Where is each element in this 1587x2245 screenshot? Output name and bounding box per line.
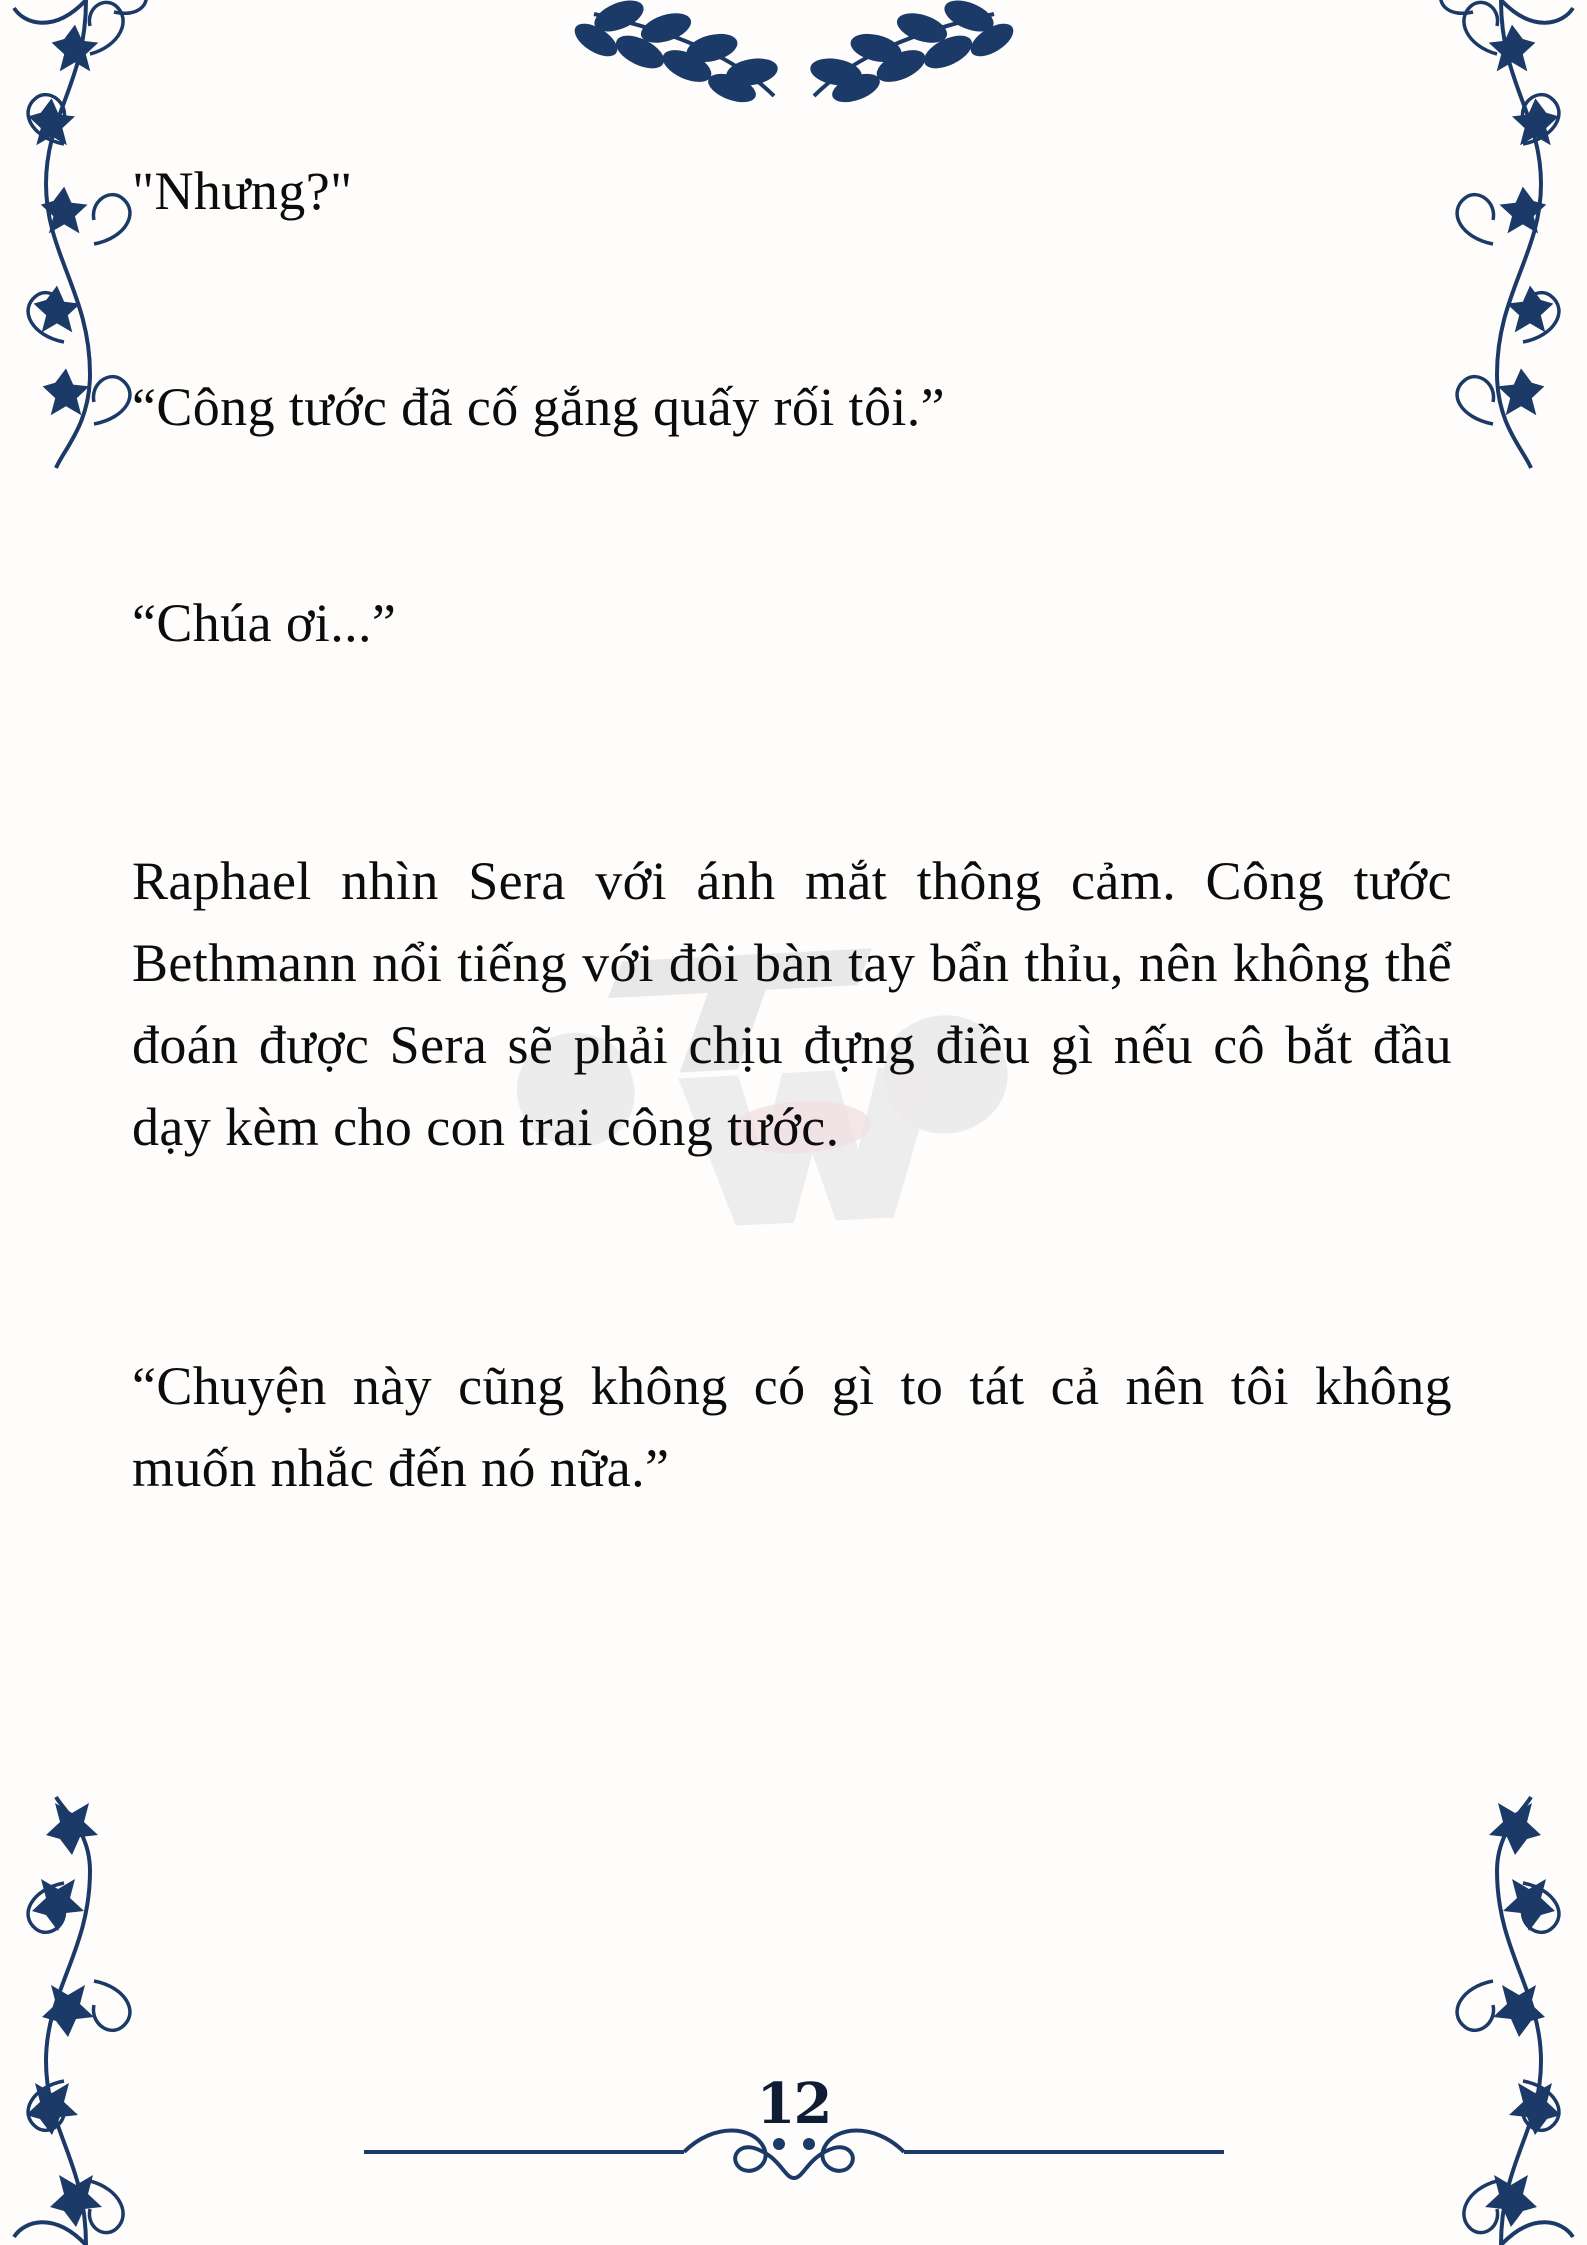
paragraph-2: “Công tước đã cố gắng quấy rối tôi.” (132, 377, 946, 438)
spacer (132, 720, 1452, 840)
spacer (132, 288, 1452, 366)
paragraph-1: "Nhưng?" (132, 161, 353, 221)
floral-vine-corner-ornament-bottom-left (0, 1786, 194, 2245)
laurel-branch-ornament (444, 0, 1144, 131)
page-text-body (132, 150, 1452, 1565)
paragraph-5: “Chuyện này cũng không có gì to tát cả nên tôi không muốn nhắc đến nó nữa.” (132, 1355, 1452, 1498)
floral-vine-corner-ornament-bottom-right (1393, 1786, 1587, 2245)
paragraph-4: Raphael nhìn Sera với ánh mắt thông cảm. Công tước Bethmann nổi tiếng với đôi bàn tay bẩn thỉu, nên không thể đoán được Sera sẽ phải chịu đựng điều gì nếu cô bắt đầu dạy kèm cho con trai công tước. (132, 851, 1452, 1158)
spacer (132, 504, 1452, 582)
spacer (132, 1225, 1452, 1345)
paragraph-3: “Chúa ơi...” (132, 593, 397, 654)
page-number: 12 (756, 2071, 831, 2137)
